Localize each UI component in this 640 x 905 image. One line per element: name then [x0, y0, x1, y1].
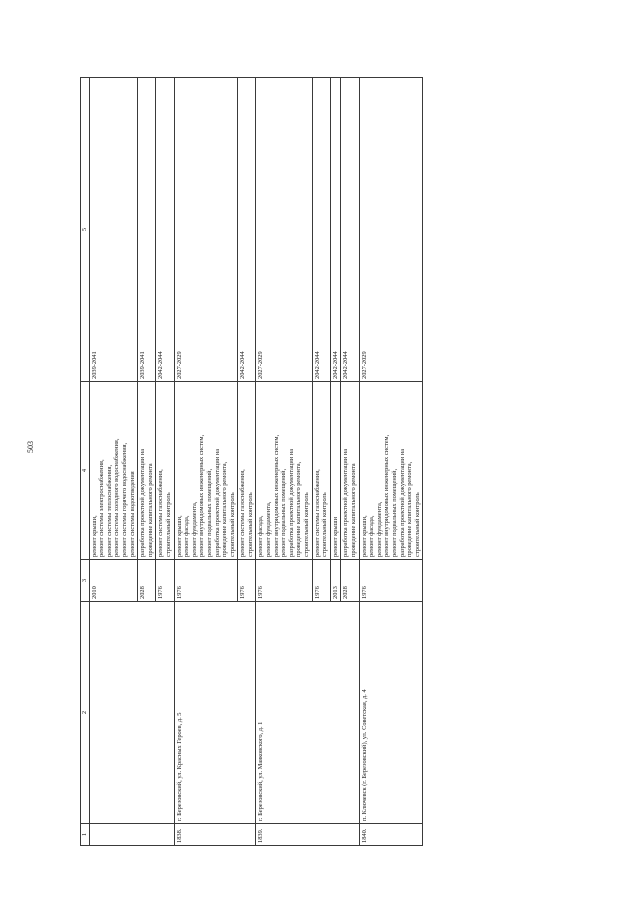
works-cell [312, 382, 330, 560]
work-item: ремонт крыши, [175, 515, 183, 557]
year-cell: 2028 [341, 560, 359, 602]
work-item: ремонт внутридомовых инженерных систем, [383, 434, 391, 557]
work-item: разработка проектной документации на [287, 448, 295, 557]
work-item: ремонт крыши [331, 516, 339, 557]
work-item: ремонт системы газоснабжения, [313, 469, 321, 557]
work-item: ремонт фундамента, [190, 501, 198, 557]
works-cell [256, 382, 312, 560]
house-number-cell: 1838. [174, 824, 256, 846]
period-cell: 2042-2044 [341, 78, 359, 382]
address-cell: п. Ключевск (г. Березовский), ул. Советская, д. 4 [359, 602, 423, 824]
work-item: ремонт крыши, [360, 515, 368, 557]
rotated-sheet [80, 78, 590, 846]
works-cell [138, 382, 156, 560]
work-item: ремонт фасада, [368, 515, 376, 557]
header-col-2: 2 [81, 602, 90, 824]
works-cell [89, 382, 138, 560]
works-cell [174, 382, 238, 560]
table-row [89, 78, 138, 846]
work-item: ремонт системы горячего водоснабжения, [120, 442, 128, 557]
table-row [174, 78, 238, 846]
year-cell: 1976 [174, 560, 238, 602]
address-cell: г. Березовский, ул. Красных Героев, д. 5 [174, 602, 256, 824]
rotated-table-wrapper [80, 78, 590, 846]
works-cell [359, 382, 423, 560]
work-item: ремонт системы электроснабжения, [98, 459, 106, 557]
table-body [89, 78, 423, 846]
period-cell: 2042-2044 [312, 78, 330, 382]
header-col-1: 1 [81, 824, 90, 846]
year-cell: 1976 [359, 560, 423, 602]
period-cell: 2042-2044 [156, 78, 174, 382]
work-item: проведение капитального ремонта [146, 463, 154, 557]
period-cell: 2039-2041 [138, 78, 156, 382]
work-item: ремонт внутридомовых инженерных систем, [272, 434, 280, 557]
work-item: строительный контроль [246, 492, 254, 557]
works-cell [156, 382, 174, 560]
work-item: строительный контроль [228, 492, 236, 557]
table-row [359, 78, 423, 846]
work-item: ремонт системы водоотведения [128, 471, 136, 557]
work-item: проведение капитального ремонта, [406, 461, 414, 557]
work-item: разработка проектной документации на [398, 448, 406, 557]
year-cell: 1976 [312, 560, 330, 602]
work-item: разработка проектной документации на [213, 448, 221, 557]
page-number: 503 [26, 441, 35, 453]
work-item: ремонт системы газоснабжения, [239, 469, 247, 557]
address-cell [89, 602, 174, 824]
year-cell: 1976 [238, 560, 256, 602]
address-cell: г. Березовский, ул. Маяковского, д. 1 [256, 602, 359, 824]
work-item: строительный контроль [164, 492, 172, 557]
work-item: строительный контроль [321, 492, 329, 557]
header-col-5: 5 [81, 78, 90, 382]
period-cell: 2042-2044 [330, 78, 341, 382]
work-item: ремонт фасада, [183, 515, 191, 557]
works-cell [238, 382, 256, 560]
year-cell: 1976 [256, 560, 312, 602]
work-item: ремонт внутридомовых инженерных систем, [198, 434, 206, 557]
work-item: строительный контроль [413, 492, 421, 557]
year-cell: 2010 [89, 560, 138, 602]
year-cell: 2028 [138, 560, 156, 602]
work-item: проведение капитального ремонта, [221, 461, 229, 557]
house-number-cell: 1839. [256, 824, 359, 846]
work-item: ремонт фасада, [257, 515, 265, 557]
header-col-3: 3 [81, 560, 90, 602]
work-item: ремонт фундамента, [375, 501, 383, 557]
works-cell [330, 382, 341, 560]
work-item: проведение капитального ремонта, [295, 461, 303, 557]
period-cell: 2027-2029 [256, 78, 312, 382]
year-cell: 2013 [330, 560, 341, 602]
work-item: ремонт системы теплоснабжения, [105, 464, 113, 557]
work-item: ремонт крыши, [90, 515, 98, 557]
house-number-cell [89, 824, 174, 846]
repair-schedule-table [80, 77, 423, 846]
header-row [81, 78, 90, 846]
header-col-4: 4 [81, 382, 90, 560]
house-number-cell: 1840. [359, 824, 423, 846]
work-item: ремонт подвальных помещений, [205, 468, 213, 557]
work-item: ремонт подвальных помещений, [280, 468, 288, 557]
work-item: ремонт системы газоснабжения, [157, 469, 165, 557]
work-item: разработка проектной документации на [342, 448, 350, 557]
work-item: разработка проектной документации на [139, 448, 147, 557]
work-item: строительный контроль [303, 492, 311, 557]
work-item: ремонт фундамента, [265, 501, 273, 557]
year-cell: 1976 [156, 560, 174, 602]
period-cell: 2039-2041 [89, 78, 138, 382]
period-cell: 2027-2029 [174, 78, 238, 382]
work-item: ремонт подвальных помещений, [390, 468, 398, 557]
work-item: проведение капитального ремонта [350, 463, 357, 557]
work-item: ремонт системы холодного водоснабжения, [113, 438, 121, 557]
works-cell [341, 382, 359, 560]
table-row [256, 78, 312, 846]
period-cell: 2027-2029 [359, 78, 423, 382]
period-cell: 2042-2044 [238, 78, 256, 382]
